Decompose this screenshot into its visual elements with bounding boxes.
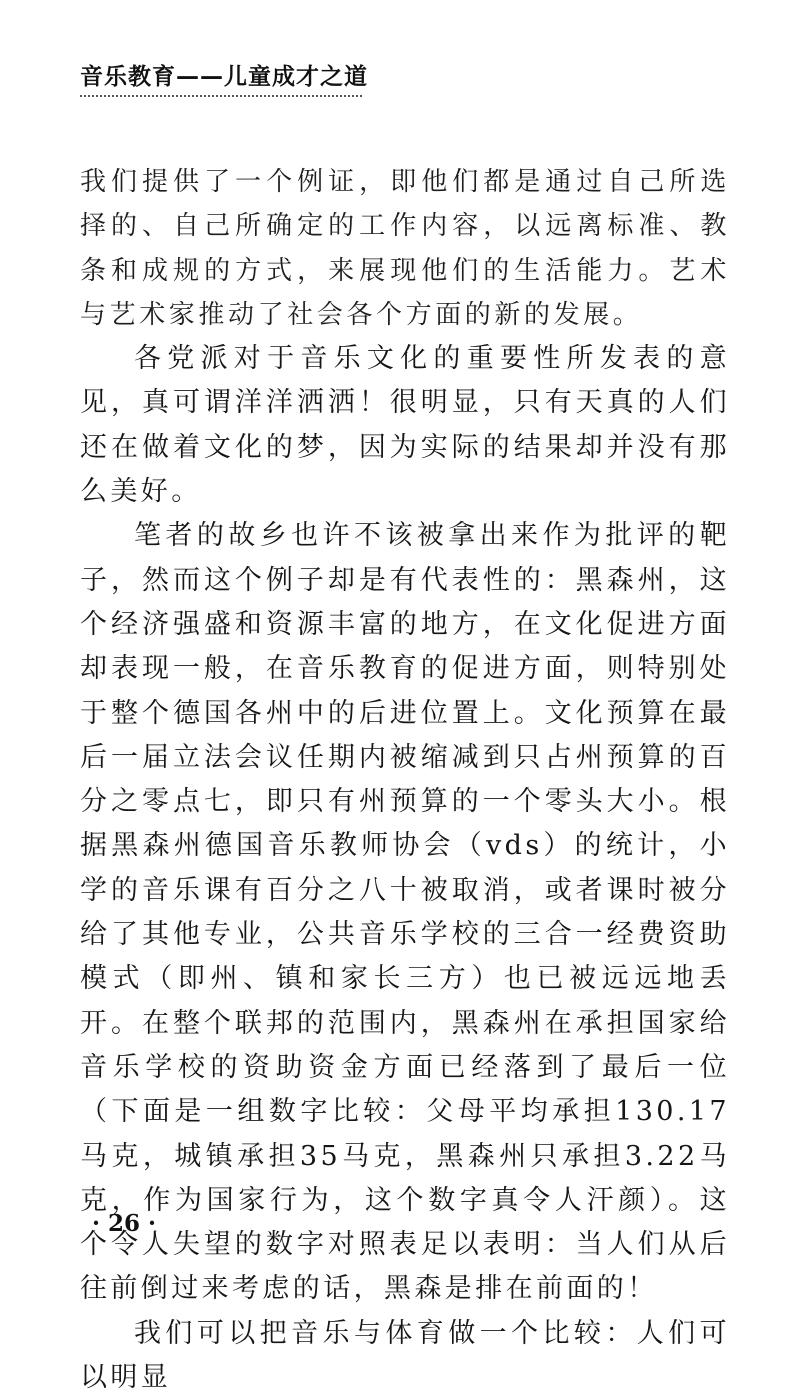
paragraph-1: 我们提供了一个例证，即他们都是通过自己所选择的、自己所确定的工作内容，以远离标准、教条和成规的方式，来展现他们的生活能力。艺术与艺术家推动了社会各个方面的新的发展。	[80, 167, 730, 330]
paragraph-2: 各党派对于音乐文化的重要性所发表的意见，真可谓洋洋洒洒！很明显，只有天真的人们还在做着文化的梦，因为实际的结果却并没有那么美好。	[80, 343, 730, 508]
body-text	[80, 160, 730, 1400]
header-divider	[80, 95, 362, 97]
running-header-title: 音乐教育——儿童成才之道	[80, 64, 368, 90]
page-number: · 26 ·	[92, 1210, 157, 1237]
paragraph-4: 我们可以把音乐与体育做一个比较：人们可以明显	[80, 1317, 730, 1394]
paragraph-3: 笔者的故乡也许不该被拿出来作为批评的靶子，然而这个例子却是有代表性的：黑森州，这个经济强盛和资源丰富的地方，在文化促进方面却表现一般，在音乐教育的促进方面，则特别处于整个德国各州中的后进位置上。文化预算在最后一届立法会议任期内被缩减到只占州预算的百分之零点七，即只有州预算的一个零头大小。根据黑森州德国音乐教师协会（vds）的统计，小学的音乐课有百分之八十被取消，或者课时被分给了其他专业，公共音乐学校的三合一经费资助模式（即州、镇和家长三方）也已被远远地丢开。在整个联邦的范围内，黑森州在承担国家给音乐学校的资助资金方面已经落到了最后一位（下面是一组数字比较：父母平均承担130.17马克，城镇承担35马克，黑森州只承担3.22马克，作为国家行为，这个数字真令人汗颜）。这个令人失望的数字对照表足以表明：当人们从后往前倒过来考虑的话，黑森是排在前面的！	[80, 520, 730, 1305]
